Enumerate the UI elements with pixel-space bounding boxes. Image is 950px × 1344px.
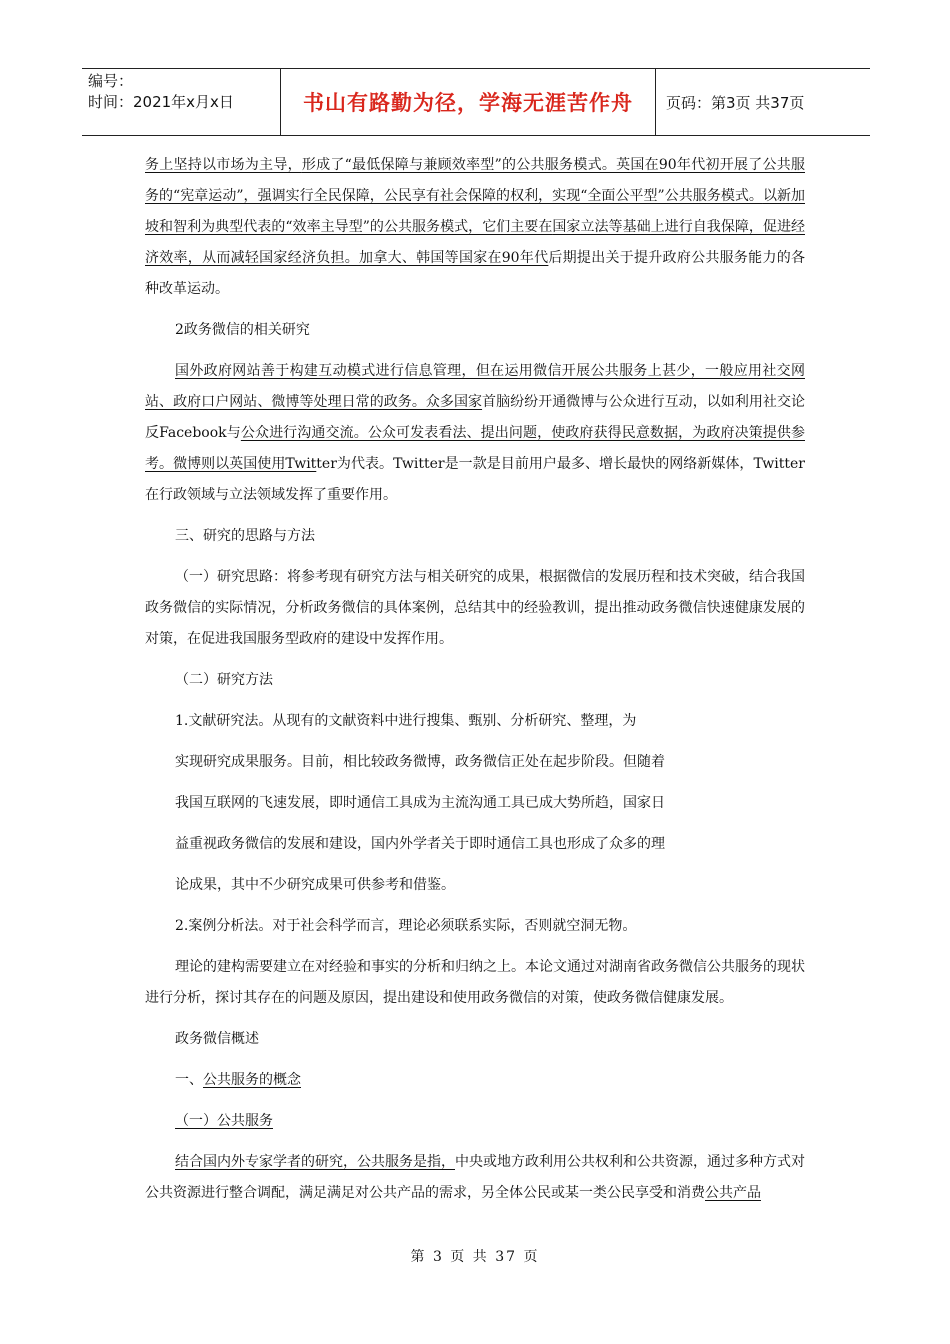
page-header <box>82 68 870 136</box>
section-heading-approach: 三、研究的思路与方法 <box>175 528 315 544</box>
document-date: 时间：2021年x月x日 <box>88 93 234 111</box>
paragraph-foreign-research: 国外政府网站善于构建互动模式进行信息管理，但在运用微信开展公共服务上甚少，一般应用社交网站、政府口户网站、微博等处理日常的政务。众多国家首脑纷纷开通微博与公众进行互动，以如利用社交论反Facebook与公众进行沟通交流。公众可发表看法、提出问题，使政府获得民意数据，为政府决策提供参考。微博则以英国使用Twitter为代表。Twitter是一款是目前用户最多、增长最快的网络新媒体，Twitter在行政领域与立法领域发挥了重要作用。 <box>145 363 806 503</box>
page-footer: 第 3 页 共 37 页 <box>410 1249 540 1265</box>
chapter-heading-overview: 政务微信概述 <box>175 1031 259 1047</box>
section-heading-methods: （二）研究方法 <box>175 672 273 688</box>
paragraph-research-idea: （一）研究思路：将参考现有研究方法与相关研究的成果，根据微信的发展历程和技术突破，结合我国政务微信的实际情况，分析政务微信的具体案例，总结其中的经验教训，提出推动政务微信快速健康发展的对策，在促进我国服务型政府的建设中发挥作用。 <box>145 569 805 647</box>
paragraph-public-service-definition: 结合国内外专家学者的研究，公共服务是指，中央或地方政利用公共权利和公共资源，通过多种方式对公共资源进行整合调配，满足满足对公共产品的需求，另全体公民或某一类公民享受和消费公共产品 <box>145 1154 805 1201</box>
subsection-heading-public-service: （一）公共服务 <box>175 1113 273 1129</box>
section-heading-public-service-concept: 一、公共服务的概念 <box>175 1072 301 1088</box>
section-heading-wechat-research: 2政务微信的相关研究 <box>175 322 310 338</box>
paragraph-service-models: 务上坚持以市场为主导，形成了“最低保障与兼顾效率型”的公共服务模式。英国在90年代初开展了公共服务的“宪章运动”，强调实行全民保障，公民享有社会保障的权利，实现“全面公平型”公共服务模式。以新加坡和智利为典型代表的“效率主导型”的公共服务模式，它们主要在国家立法等基础上进行自我保障，促进经济效率，从而减轻国家经济负担。加拿大、韩国等国家在90年代后期提出关于提升政府公共服务能力的各种改革运动。 <box>145 157 805 297</box>
header-meta <box>82 69 281 135</box>
paragraph-theory: 理论的建构需要建立在对经验和事实的分析和归纳之上。本论文通过对湖南省政务微信公共服务的现状进行分析，探讨其存在的问题及原因，提出建设和使用政务微信的对策，使政务微信健康发展。 <box>145 959 805 1006</box>
method-literature: 1.文献研究法。从现有的文献资料中进行搜集、甄别、分析研究、整理，为 实现研究成果服务。目前，相比较政务微博，政务微信正处在起步阶段。但随着 我国互联网的飞速发展，即时通信工具成为主流沟通工具已成大势所趋，国家日 益重视政务微信的发展和建设，国内外学者关于即时通信工具也形成了众多的理 论成果，其中不少研究成果可供参考和借鉴。 2.案例分析法。对于社会科学而言，理论必须联系实际，否则就空洞无物。 <box>145 706 805 942</box>
header-motto: 书山有路勤为径，学海无涯苦作舟 <box>281 69 656 135</box>
method-case-analysis: 2.案例分析法。对于社会科学而言，理论必须联系实际，否则就空洞无物。 <box>175 918 637 934</box>
document-body <box>145 150 805 1209</box>
header-page-number: 页码：第3页 共37页 <box>666 93 805 112</box>
document-number: 编号： <box>88 72 134 90</box>
